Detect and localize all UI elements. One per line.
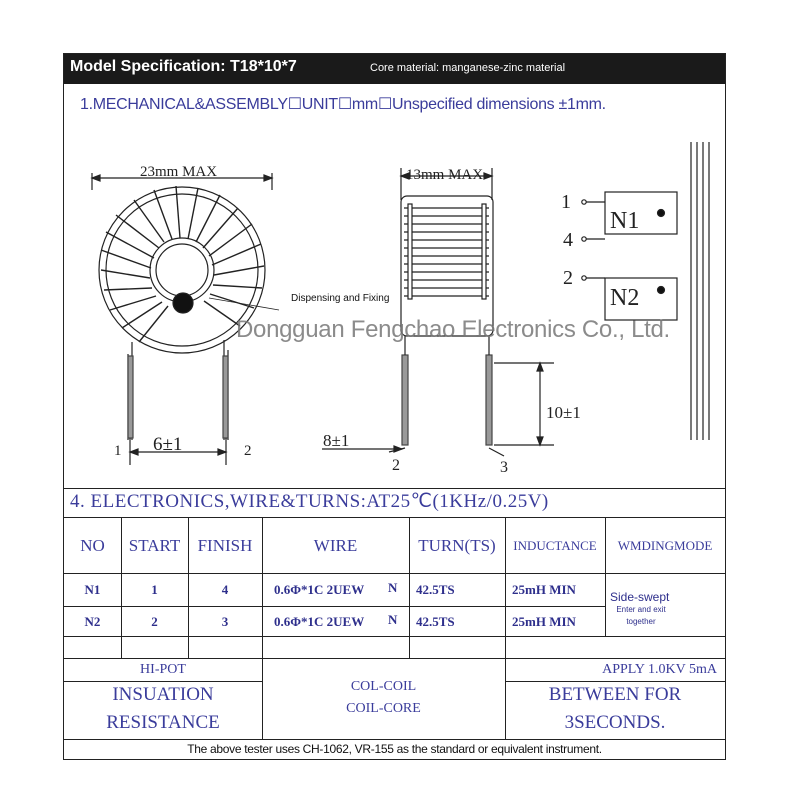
row-line	[64, 658, 725, 659]
col-header-turns: TURN(TS)	[418, 536, 496, 555]
table-cell-start: 2	[151, 614, 158, 629]
resistance-label: RESISTANCE	[106, 712, 220, 733]
electronics-heading: 4. ELECTRONICS,WIRE&TURNS:AT25℃(1KHz/0.25V)	[70, 491, 549, 512]
table-cell-wire: 0.6Φ*1C 2UEW	[274, 614, 365, 629]
table-cell-wire-suffix: N	[388, 580, 398, 595]
table-cell-wire-suffix: N	[388, 612, 398, 627]
table-cell-wire: 0.6Φ*1C 2UEW	[274, 582, 365, 597]
mechanical-heading: 1.MECHANICAL&ASSEMBLY☐UNIT☐mm☐Unspecified dimensions ±1mm.	[80, 96, 606, 113]
winding-n1: N1	[610, 208, 640, 234]
table-cell-inductance: 25mH MIN	[512, 614, 576, 629]
dim-lead-length: 10±1	[546, 403, 581, 422]
winding-schematic	[582, 142, 709, 440]
mechanical-drawing	[64, 120, 725, 488]
table-cell-turns: 42.5TS	[416, 614, 455, 629]
coil-core-label: COIL-CORE	[346, 701, 421, 716]
pin-label-bottom-2: 2	[392, 457, 400, 474]
row-line	[64, 606, 605, 607]
table-cell-start: 1	[151, 582, 158, 597]
watermark: Dongguan Fengchao Electronics Co., Ltd.	[236, 316, 670, 343]
dim-height: 13mm MAX	[406, 167, 484, 183]
pin-label-1: 1	[114, 443, 122, 459]
schematic-pin-1: 1	[561, 191, 571, 213]
table-cell-no: N1	[84, 582, 101, 597]
winding-mode: Side-swept	[610, 590, 670, 604]
col-coil-label: COL-COIL	[350, 679, 417, 694]
row-line	[64, 681, 262, 682]
col-line	[262, 658, 263, 739]
schematic-pin-4: 4	[563, 229, 573, 251]
apply-voltage: APPLY 1.0KV 5mA	[602, 662, 717, 677]
table-cell-finish: 4	[221, 582, 229, 597]
schematic-pin-2: 2	[563, 267, 573, 289]
pin-label-2: 2	[244, 443, 252, 459]
pin-label-bottom-3: 3	[500, 459, 508, 476]
winding-note: Enter and exit together	[616, 605, 666, 626]
col-header-start: START	[128, 536, 181, 555]
core-material: Core material: manganese-zinc material	[370, 62, 566, 74]
row-line	[505, 681, 725, 682]
col-header-finish: FINISH	[197, 536, 253, 555]
footer-note: The above tester uses CH-1062, VR-155 as the standard or equivalent instrument.	[187, 742, 602, 756]
col-line	[605, 517, 606, 636]
col-header-winding-mode: WMDINGMODE	[617, 538, 713, 553]
table-cell-no: N2	[84, 614, 101, 629]
col-header-inductance: INDUCTANCE	[513, 538, 597, 553]
divider	[64, 488, 725, 489]
dim-width: 23mm MAX	[140, 164, 218, 180]
hipot-label: HI-POT	[140, 662, 186, 677]
row-line	[64, 636, 725, 637]
row-line	[64, 573, 725, 574]
between-for: BETWEEN FOR	[548, 684, 682, 705]
col-header-no: NO	[80, 536, 105, 555]
insulation-label: INSUATION	[112, 684, 214, 705]
divider	[64, 517, 725, 518]
table-cell-finish: 3	[221, 614, 229, 629]
model-spec: Model Specification: T18*10*7	[70, 58, 297, 75]
dim-pin-spacing: 6±1	[153, 434, 183, 455]
table-cell-inductance: 25mH MIN	[512, 582, 576, 597]
table-cell-turns: 42.5TS	[416, 582, 455, 597]
dim-lead-offset: 8±1	[323, 431, 350, 450]
row-line	[64, 739, 725, 740]
dispensing-label: Dispensing and Fixing	[291, 293, 390, 304]
winding-n2: N2	[610, 285, 640, 311]
toroid-side-view	[322, 168, 554, 456]
col-header-wire: WIRE	[313, 536, 358, 555]
duration: 3SECONDS.	[564, 712, 666, 733]
